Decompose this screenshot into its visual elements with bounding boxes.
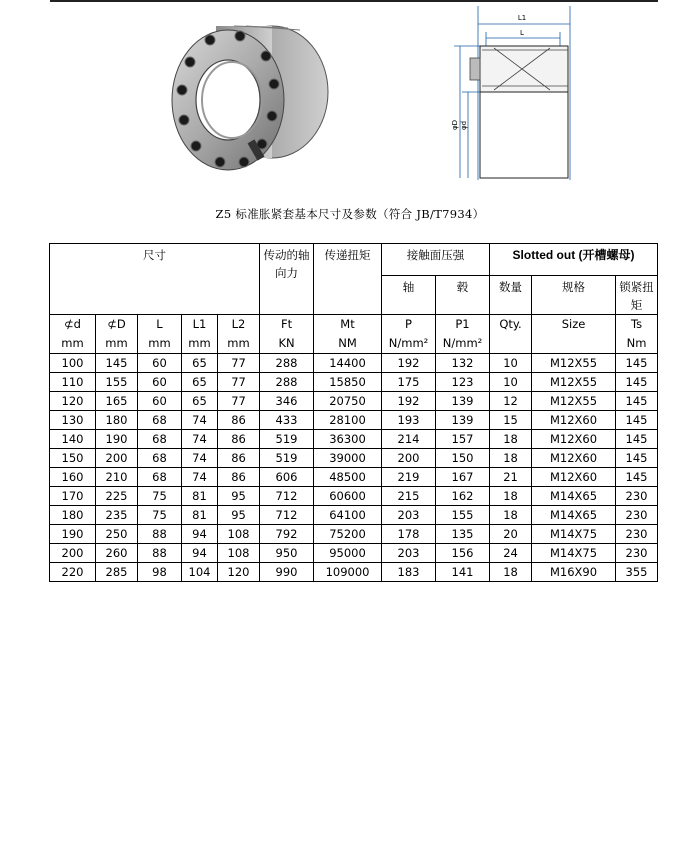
cell-Ft: 712 [260,487,314,506]
cell-L1: 104 [182,563,218,582]
cell-Ft: 606 [260,468,314,487]
cell-L2: 86 [218,468,260,487]
cell-size: M12X60 [532,430,616,449]
cell-qty: 24 [490,544,532,563]
cell-Ft: 712 [260,506,314,525]
sym-P: P [382,315,436,335]
cell-size: M14X65 [532,506,616,525]
cell-Ft: 519 [260,449,314,468]
cell-Ts: 145 [616,411,658,430]
dimension-drawing [410,2,590,182]
cell-d: 120 [50,392,96,411]
cell-size: M12X60 [532,468,616,487]
cell-P1: 155 [436,506,490,525]
cell-L2: 95 [218,487,260,506]
sym-size: Size [532,315,616,335]
cell-Ts: 230 [616,544,658,563]
cell-Mt: 48500 [314,468,382,487]
unit-L1: mm [182,334,218,354]
sym-d: ⊄d [50,315,96,335]
cell-qty: 10 [490,373,532,392]
unit-Ft: KN [260,334,314,354]
cell-L1: 94 [182,544,218,563]
cell-P: 175 [382,373,436,392]
spec-table-body [50,354,658,582]
cell-L1: 74 [182,449,218,468]
cell-Ts: 145 [616,468,658,487]
sym-Mt: Mt [314,315,382,335]
sym-Ft: Ft [260,315,314,335]
header-lock-torque: 锁紧扭矩 [616,276,658,315]
cell-d: 190 [50,525,96,544]
dim-l1-label: L1 [517,14,527,22]
cell-P: 219 [382,468,436,487]
cell-L2: 120 [218,563,260,582]
cell-L1: 74 [182,468,218,487]
cell-D: 250 [96,525,138,544]
cell-L: 60 [138,354,182,373]
cell-qty: 15 [490,411,532,430]
unit-d: mm [50,334,96,354]
cell-P: 183 [382,563,436,582]
table-row [50,506,658,525]
cell-Ts: 230 [616,506,658,525]
cell-P1: 141 [436,563,490,582]
header-spec-cn: 规格 [532,276,616,315]
cell-size: M12X55 [532,392,616,411]
table-row [50,373,658,392]
cell-size: M12X60 [532,449,616,468]
cell-d: 110 [50,373,96,392]
cell-Ft: 792 [260,525,314,544]
cell-Mt: 20750 [314,392,382,411]
table-caption: Z5 标准胀紧套基本尺寸及参数（符合 JB/T7934） [215,207,485,221]
cell-Mt: 60600 [314,487,382,506]
cell-D: 165 [96,392,138,411]
cell-qty: 18 [490,430,532,449]
table-row [50,468,658,487]
cell-size: M12X55 [532,354,616,373]
cell-L1: 65 [182,373,218,392]
locking-assembly-photo [168,20,336,180]
table-row [50,487,658,506]
cell-qty: 18 [490,563,532,582]
cell-L: 98 [138,563,182,582]
table-row [50,525,658,544]
cell-P1: 135 [436,525,490,544]
dim-l-label: L [520,29,524,37]
table-row [50,354,658,373]
cell-L1: 65 [182,354,218,373]
cell-Ts: 145 [616,373,658,392]
sym-qty: Qty. [490,315,532,335]
cell-size: M16X90 [532,563,616,582]
cell-P1: 157 [436,430,490,449]
cell-L: 75 [138,487,182,506]
cell-L1: 81 [182,506,218,525]
cell-P1: 167 [436,468,490,487]
cell-Ts: 145 [616,430,658,449]
header-torque: 传递扭矩 [314,244,382,315]
cell-L2: 86 [218,411,260,430]
sym-L1: L1 [182,315,218,335]
cell-L: 68 [138,468,182,487]
cell-d: 220 [50,563,96,582]
cell-D: 235 [96,506,138,525]
cell-L2: 95 [218,506,260,525]
unit-D: mm [96,334,138,354]
unit-size [532,334,616,354]
cell-d: 130 [50,411,96,430]
dim-d-outer-label: φD [451,119,459,130]
table-row [50,563,658,582]
cell-Ft: 288 [260,373,314,392]
table-row [50,392,658,411]
cell-d: 150 [50,449,96,468]
sym-D: ⊄D [96,315,138,335]
cell-qty: 18 [490,506,532,525]
cell-Mt: 95000 [314,544,382,563]
cell-L: 60 [138,392,182,411]
cell-Mt: 64100 [314,506,382,525]
sym-L2: L2 [218,315,260,335]
unit-qty [490,334,532,354]
cell-qty: 18 [490,449,532,468]
cell-Ft: 950 [260,544,314,563]
cell-D: 155 [96,373,138,392]
cell-qty: 10 [490,354,532,373]
header-contact-pressure: 接触面压强 [382,244,490,276]
cell-P: 178 [382,525,436,544]
cell-D: 145 [96,354,138,373]
cell-d: 140 [50,430,96,449]
cell-size: M14X75 [532,525,616,544]
cell-Mt: 36300 [314,430,382,449]
cell-L: 60 [138,373,182,392]
cell-Ts: 145 [616,449,658,468]
cell-Mt: 15850 [314,373,382,392]
cell-Mt: 75200 [314,525,382,544]
cell-D: 190 [96,430,138,449]
cell-L: 88 [138,544,182,563]
unit-L: mm [138,334,182,354]
cell-qty: 20 [490,525,532,544]
header-axial-force: 传动的轴向力 [260,244,314,315]
unit-P1: N/mm² [436,334,490,354]
cell-D: 180 [96,411,138,430]
cell-Ft: 519 [260,430,314,449]
table-row [50,430,658,449]
cell-L: 68 [138,430,182,449]
cell-L2: 77 [218,354,260,373]
cell-L2: 86 [218,449,260,468]
cell-Ts: 230 [616,525,658,544]
cell-L2: 108 [218,544,260,563]
cell-D: 260 [96,544,138,563]
cell-P: 214 [382,430,436,449]
cell-Ts: 145 [616,354,658,373]
header-qty-cn: 数量 [490,276,532,315]
cell-L1: 74 [182,430,218,449]
cell-Mt: 109000 [314,563,382,582]
sym-L: L [138,315,182,335]
cell-Mt: 28100 [314,411,382,430]
cell-Ft: 990 [260,563,314,582]
cell-P1: 139 [436,411,490,430]
cell-P1: 156 [436,544,490,563]
cell-L2: 77 [218,373,260,392]
cell-d: 170 [50,487,96,506]
cell-P1: 162 [436,487,490,506]
cell-P: 192 [382,354,436,373]
cell-size: M14X65 [532,487,616,506]
cell-P: 203 [382,506,436,525]
cell-L1: 94 [182,525,218,544]
header-slotted-out: Slotted out (开槽螺母) [490,244,658,276]
table-row [50,544,658,563]
header-shaft: 轴 [382,276,436,315]
spec-table [49,243,658,582]
cell-Ft: 288 [260,354,314,373]
cell-Ft: 346 [260,392,314,411]
unit-P: N/mm² [382,334,436,354]
cell-P: 215 [382,487,436,506]
cell-L2: 77 [218,392,260,411]
cell-P1: 139 [436,392,490,411]
cell-size: M12X55 [532,373,616,392]
cell-size: M12X60 [532,411,616,430]
unit-Mt: NM [314,334,382,354]
cell-L1: 65 [182,392,218,411]
cell-P: 203 [382,544,436,563]
cell-qty: 21 [490,468,532,487]
cell-L: 68 [138,411,182,430]
cell-L: 88 [138,525,182,544]
sym-P1: P1 [436,315,490,335]
cell-P1: 132 [436,354,490,373]
cell-P1: 150 [436,449,490,468]
dim-d-inner-label: φd [460,120,468,130]
cell-P: 193 [382,411,436,430]
cell-D: 200 [96,449,138,468]
table-row [50,449,658,468]
cell-d: 160 [50,468,96,487]
cell-d: 100 [50,354,96,373]
cell-d: 180 [50,506,96,525]
cell-size: M14X75 [532,544,616,563]
cell-P: 200 [382,449,436,468]
cell-L1: 74 [182,411,218,430]
cell-D: 210 [96,468,138,487]
unit-Ts: Nm [616,334,658,354]
header-size: 尺寸 [50,244,260,315]
cell-Ts: 230 [616,487,658,506]
cell-L1: 81 [182,487,218,506]
cell-qty: 18 [490,487,532,506]
cell-Mt: 14400 [314,354,382,373]
cell-L2: 108 [218,525,260,544]
cell-D: 285 [96,563,138,582]
cell-Ts: 145 [616,392,658,411]
cell-Ft: 433 [260,411,314,430]
cell-d: 200 [50,544,96,563]
unit-L2: mm [218,334,260,354]
table-row [50,411,658,430]
cell-L2: 86 [218,430,260,449]
cell-qty: 12 [490,392,532,411]
header-hub: 毂 [436,276,490,315]
cell-D: 225 [96,487,138,506]
cell-L: 68 [138,449,182,468]
cell-Ts: 355 [616,563,658,582]
cell-P1: 123 [436,373,490,392]
cell-P: 192 [382,392,436,411]
cell-Mt: 39000 [314,449,382,468]
sym-Ts: Ts [616,315,658,335]
cell-L: 75 [138,506,182,525]
